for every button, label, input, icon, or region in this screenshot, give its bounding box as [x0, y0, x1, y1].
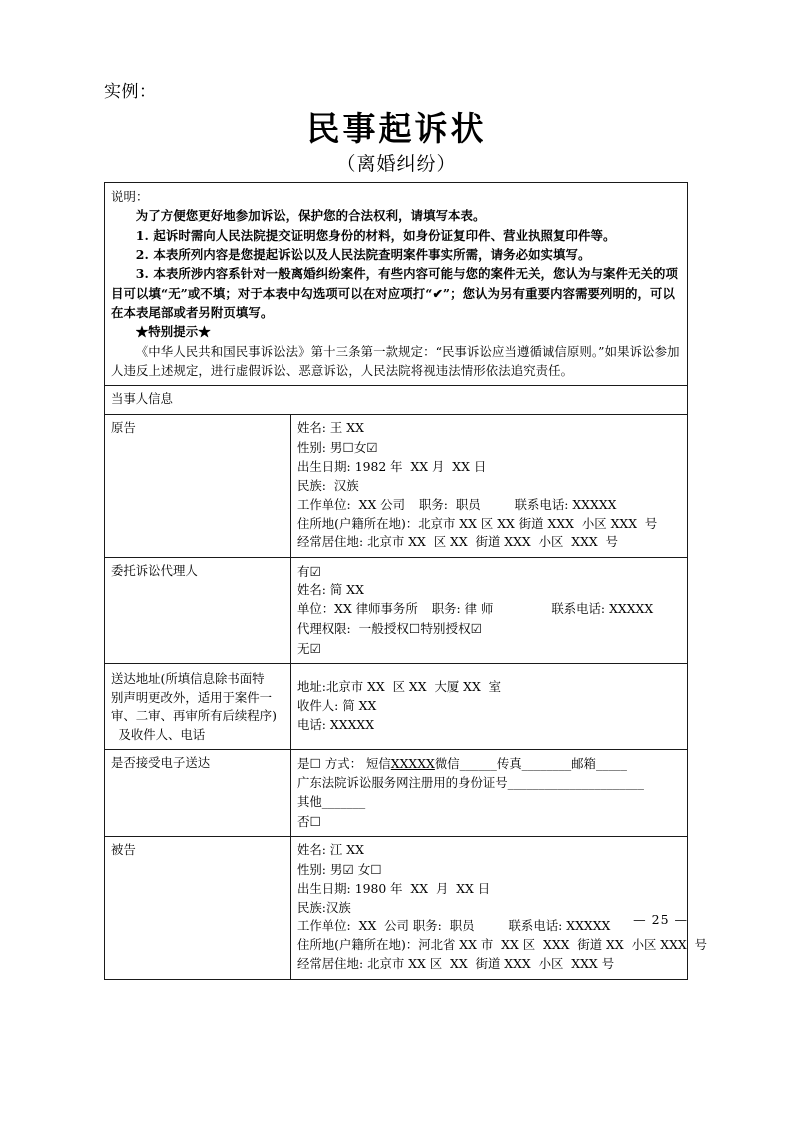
plaintiff-ethnicity-field [297, 477, 682, 496]
plaintiff-work-value: XX 公司 [358, 496, 406, 512]
checkbox-electronic-service-no[interactable]: 否☐ [297, 813, 321, 829]
plaintiff-position-label: 职务: [419, 496, 448, 512]
row-label-service-address [105, 664, 291, 750]
defendant-phone-label: 联系电话: [508, 918, 563, 934]
instructions-heading: 说明： [111, 189, 149, 204]
agent-firm-value: XX 律师事务所 [334, 601, 418, 617]
service-address-label-line-1: 别声明更改外，适用于案件一 [111, 689, 273, 705]
instructions-line-1: 1. 起诉时需向人民法院提交证明您身份的材料，如身份证复印件、营业执照复印件等。 [135, 227, 616, 243]
electronic-service-sms-label: 短信 [365, 756, 391, 772]
defendant-details-cell [291, 837, 708, 980]
plaintiff-phone-label: 联系电话: [514, 496, 569, 512]
electronic-service-sms-value[interactable]: XXXXX [390, 756, 435, 772]
agent-phone-value: XXXXX [609, 601, 654, 617]
agent-name-field [297, 581, 682, 600]
electronic-service-details-cell [291, 750, 688, 837]
defendant-name-field [297, 841, 682, 860]
checkbox-plaintiff-male[interactable]: 男☐ [329, 440, 354, 456]
checkbox-electronic-service-yes[interactable]: 是☐ [297, 756, 321, 772]
defendant-ethnicity-label: 民族: [297, 899, 326, 915]
defendant-residence-value: 北京市 XX 区 XX 街道 XXX 小区 XXX 号 [367, 956, 615, 972]
defendant-birth-label: 出生日期: [297, 880, 351, 896]
defendant-gender-label: 性别: [297, 861, 326, 877]
plaintiff-name-value: 王 XX [329, 420, 364, 436]
plaintiff-name-field [297, 419, 682, 438]
special-tip-body: 《中华人民共和国民事诉讼法》第十三条第一款规定：“民事诉讼应当遵循诚信原则。”如果诉讼参加人违反上述规定，进行虚假诉讼、恶意诉讼，人民法院将视违法情形依法追究责任。 [111, 343, 680, 379]
instructions-line-2: 2. 本表所列内容是您提起诉讼以及人民法院查明案件事实所需，请务必如实填写。 [135, 247, 591, 263]
agent-firm-field [297, 600, 682, 619]
service-address-label-line-3: 及收件人、电话 [118, 726, 206, 742]
plaintiff-position-value: 职员 [455, 496, 481, 512]
defendant-work-label: 工作单位: [297, 918, 351, 934]
row-label-plaintiff: 原告 [105, 415, 291, 558]
checkbox-agent-general-authority[interactable]: 一般授权☐ [358, 621, 421, 637]
defendant-name-value: 江 XX [329, 842, 364, 858]
plaintiff-residence-label: 经常居住地: [297, 534, 364, 550]
plaintiff-phone-value: XXXXX [572, 496, 617, 512]
electronic-service-yes-field [297, 754, 682, 774]
plaintiff-details-cell [291, 415, 688, 558]
section-heading-party-info: 当事人信息 [105, 386, 688, 415]
electronic-service-method-label: 方式： [324, 756, 363, 772]
service-address-label-line-0: 送达地址(所填信息除书面特 [111, 671, 265, 686]
civil-complaint-form [104, 182, 708, 980]
agent-name-value: 简 XX [329, 582, 364, 598]
electronic-service-other-label: 其他 [297, 794, 322, 810]
plaintiff-employment-field [297, 496, 682, 515]
checkbox-defendant-male[interactable]: 男☑ [329, 861, 354, 877]
plaintiff-residence-field [297, 533, 682, 552]
agent-details-cell [291, 558, 688, 664]
defendant-ethnicity-value: 汉族 [325, 899, 351, 915]
plaintiff-domicile-label: 住所地(户籍所在地)： [297, 515, 419, 531]
service-phone-label: 电话: [297, 716, 326, 732]
service-address-label: 地址: [297, 678, 326, 694]
agent-position-label: 职务: [431, 601, 461, 617]
defendant-name-label: 姓名: [297, 842, 326, 858]
plaintiff-ethnicity-label: 民族: [297, 477, 326, 493]
electronic-service-gdid-value[interactable]: ______________________ [507, 775, 644, 791]
electronic-service-gdid-field [297, 774, 682, 793]
checkbox-agent-none[interactable]: 无☑ [297, 640, 321, 656]
service-recipient-label: 收件人: [297, 697, 339, 713]
table-row-defendant [105, 837, 688, 980]
plaintiff-residence-value: 北京市 XX 区 XX 街道 XXX 小区 XXX 号 [367, 534, 619, 550]
plaintiff-gender-label: 性别: [297, 440, 326, 456]
agent-phone-label: 联系电话: [551, 601, 606, 617]
plaintiff-ethnicity-value: 汉族 [333, 477, 359, 493]
service-address-value: 北京市 XX 区 XX 大厦 XX 室 [325, 678, 502, 694]
plaintiff-work-label: 工作单位: [297, 496, 351, 512]
service-address-details-cell [291, 664, 688, 750]
electronic-service-gdid-label: 广东法院诉讼服务网注册用的身份证号 [297, 775, 508, 791]
defendant-birth-field [297, 880, 682, 899]
table-row-section-heading [105, 386, 688, 415]
plaintiff-name-label: 姓名: [297, 420, 326, 436]
plaintiff-domicile-value: 北京市 XX 区 XX 街道 XXX 小区 XXX 号 [418, 515, 658, 531]
agent-authority-label: 代理权限: [297, 621, 351, 637]
service-recipient-field [297, 697, 682, 716]
table-row-service-address [105, 664, 688, 750]
document-subtitle: （离婚纠纷） [336, 153, 457, 175]
agent-authority-field [297, 619, 682, 639]
electronic-service-wechat-value[interactable]: ______ [459, 756, 497, 772]
electronic-service-email-value[interactable]: _____ [595, 756, 627, 772]
plaintiff-domicile-field [297, 515, 682, 534]
defendant-domicile-label: 住所地(户籍所在地)： [297, 937, 419, 953]
checkbox-agent-special-authority[interactable]: 特别授权☑ [420, 621, 482, 637]
table-row-instructions [105, 183, 688, 386]
page-number: — 25 — [633, 912, 688, 927]
special-tip-heading: ★特别提示★ [135, 324, 211, 340]
table-row-agent [105, 558, 688, 664]
example-label: 实例： [104, 82, 157, 102]
plaintiff-birth-label: 出生日期: [297, 458, 351, 474]
service-phone-value: XXXXX [329, 716, 375, 732]
instructions-line-3: 3. 本表所涉内容系针对一般离婚纠纷案件，有些内容可能与您的案件无关，您认为与案件无关的项目可以填“无”或不填；对于本表中勾选项可以在对应项打“✔”；您认为另有重要内容需要列明的，可以在本表尾部或者另附页填写。 [111, 266, 678, 321]
agent-name-label: 姓名: [297, 582, 326, 598]
defendant-residence-field [297, 955, 682, 974]
plaintiff-gender-field [297, 438, 682, 458]
row-label-agent: 委托诉讼代理人 [105, 558, 291, 664]
instructions-cell [105, 183, 688, 386]
checkbox-agent-has[interactable]: 有☑ [297, 564, 321, 580]
agent-position-value: 律 师 [464, 601, 494, 617]
electronic-service-email-label: 邮箱 [571, 756, 596, 772]
defendant-work-value: XX 公司 [358, 918, 409, 934]
service-phone-field [297, 716, 682, 735]
defendant-residence-label: 经常居住地: [297, 956, 364, 972]
electronic-service-fax-label: 传真 [496, 756, 522, 772]
table-row-plaintiff [105, 415, 688, 558]
electronic-service-other-value[interactable]: _______ [321, 794, 366, 810]
electronic-service-other-field [297, 793, 682, 812]
defendant-domicile-field [297, 936, 708, 955]
electronic-service-fax-value[interactable]: ________ [521, 756, 572, 772]
instructions-line-0: 为了方便您更好地参加诉讼，保护您的合法权利，请填写本表。 [135, 208, 486, 224]
defendant-position-label: 职务: [412, 918, 442, 934]
service-address-field [297, 678, 682, 697]
checkbox-defendant-female[interactable]: 女☐ [357, 861, 382, 877]
checkbox-plaintiff-female[interactable]: 女☑ [353, 440, 378, 456]
defendant-birth-value: 1980 年 XX 月 XX 日 [354, 880, 491, 896]
defendant-position-value: 职员 [449, 918, 475, 934]
table-row-electronic-service [105, 750, 688, 837]
row-label-defendant: 被告 [105, 837, 291, 980]
electronic-service-wechat-label: 微信 [434, 756, 460, 772]
defendant-domicile-value: 河北省 XX 市 XX 区 XXX 街道 XX 小区 XXX 号 [418, 937, 708, 953]
row-label-electronic-service: 是否接受电子送达 [105, 750, 291, 837]
plaintiff-birth-field [297, 458, 682, 477]
service-address-label-line-2: 审、二审、再审所有后续程序) [111, 708, 277, 724]
defendant-gender-field [297, 860, 682, 880]
service-recipient-value: 简 XX [342, 697, 377, 713]
document-title: 民事起诉状 [306, 109, 487, 148]
agent-firm-label: 单位： [297, 601, 335, 617]
defendant-phone-value: XXXXX [566, 918, 611, 934]
plaintiff-birth-value: 1982 年 XX 月 XX 日 [354, 458, 487, 474]
